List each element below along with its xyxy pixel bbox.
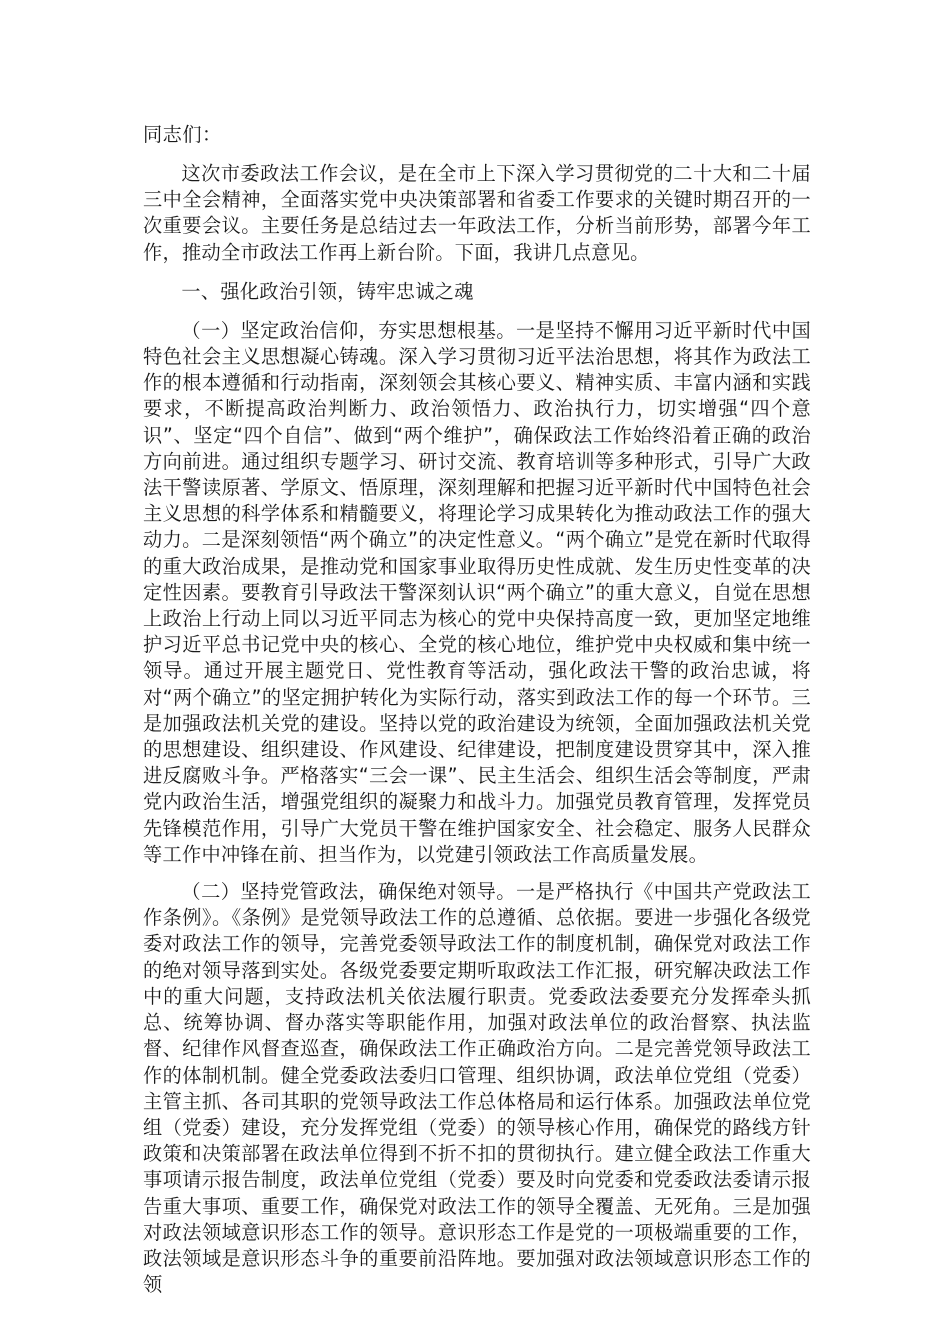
subsection-paragraph-2: （二）坚持党管政法，确保绝对领导。一是严格执行《中国共产党政法工作条例》。《条例》是党领导政法工作的总遵循、总依据。要进一步强化各级党委对政法工作的领导，完善党委领导政法工作的制度机制，确保党对政法工作的绝对领导落到实处。各级党委要定期听取政法工作汇报，研究解决政法工作中的重大问题，支持政法机关依法履行职责。党委政法委要充分发挥牵头抓总、统筹协调、督办落实等职能作用，加强对政法单位的政治督察、执法监督、纪律作风督查巡查，确保政法工作正确政治方向。二是完善党领导政法工作的体制机制。健全党委政法委归口管理、组织协调，政法单位党组（党委）主管主抓、各司其职的党领导政法工作总体格局和运行体系。加强政法单位党组（党委）建设，充分发挥党组（党委）的领导核心作用，确保党的路线方针政策和决策部署在政法单位得到不折不扣的贯彻执行。建立健全政法工作重大事项请示报告制度，政法单位党组（党委）要及时向党委和党委政法委请示报告重大事项、重要工作，确保党对政法工作的领导全覆盖、无死角。三是加强对政法领域意识形态工作的领导。意识形态工作是党的一项极端重要的工作，政法领域是意识形态斗争的重要前沿阵地。要加强对政法领域意识形态工作的领 [143, 880, 811, 1297]
subsection-paragraph-1: （一）坚定政治信仰，夯实思想根基。一是坚持不懈用习近平新时代中国特色社会主义思想凝心铸魂。深入学习贯彻习近平法治思想，将其作为政法工作的根本遵循和行动指南，深刻领会其核心要义、精神实质、丰富内涵和实践要求，不断提高政治判断力、政治领悟力、政治执行力，切实增强“四个意识”、坚定“四个自信”、做到“两个维护”，确保政法工作始终沿着正确的政治方向前进。通过组织专题学习、研讨交流、教育培训等多种形式，引导广大政法干警读原著、学原文、悟原理，深刻理解和把握习近平新时代中国特色社会主义思想的科学体系和精髓要义，将理论学习成果转化为推动政法工作的强大动力。二是深刻领悟“两个确立”的决定性意义。“两个确立”是党在新时代取得的重大政治成果，是推动党和国家事业取得历史性成就、发生历史性变革的决定性因素。要教育引导政法干警深刻认识“两个确立”的重大意义，自觉在思想上政治上行动上同以习近平同志为核心的党中央保持高度一致，更加坚定地维护习近平总书记党中央的核心、全党的核心地位，维护党中央权威和集中统一领导。通过开展主题党日、党性教育等活动，强化政法干警的政治忠诚，将对“两个确立”的坚定拥护转化为实际行动，落实到政法工作的每一个环节。三是加强政法机关党的建设。坚持以党的政治建设为统领，全面加强政法机关党的思想建设、组织建设、作风建设、纪律建设，把制度建设贯穿其中，深入推进反腐败斗争。严格落实“三会一课”、民主生活会、组织生活会等制度，严肃党内政治生活，增强党组织的凝聚力和战斗力。加强党员教育管理，发挥党员先锋模范作用，引导广大党员干警在维护国家安全、社会稳定、服务人民群众等工作中冲锋在前、担当作为，以党建引领政法工作高质量发展。 [143, 318, 811, 866]
section-heading-1: 一、强化政治引领，铸牢忠诚之魂 [181, 279, 474, 303]
intro-paragraph: 这次市委政法工作会议，是在全市上下深入学习贯彻党的二十大和二十届三中全会精神，全面落实党中央决策部署和省委工作要求的关键时期召开的一次重要会议。主要任务是总结过去一年政法工作，分析当前形势，部署今年工作，推动全市政法工作再上新台阶。下面，我讲几点意见。 [143, 162, 811, 264]
salutation: 同志们： [143, 123, 222, 146]
document-body [143, 120, 811, 1309]
